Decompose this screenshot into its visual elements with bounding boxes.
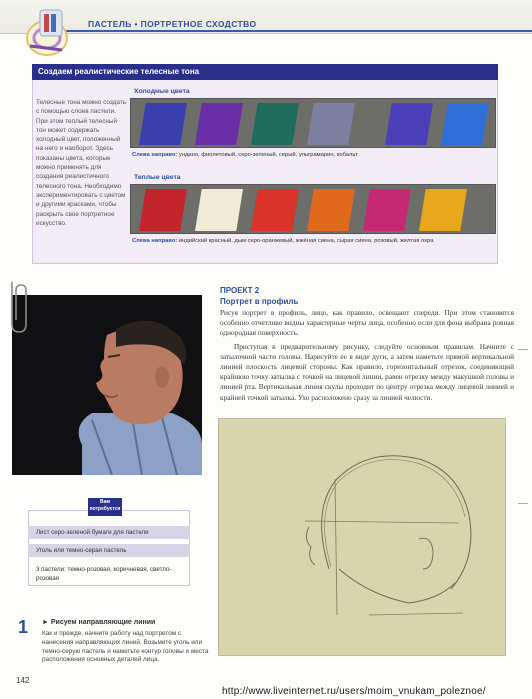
cool-colors-label: Холодные цвета bbox=[134, 88, 190, 95]
pastel-swatch bbox=[307, 103, 355, 145]
pastel-swatch bbox=[251, 189, 299, 231]
pastel-swatch bbox=[195, 189, 243, 231]
feature-title: Создаем реалистические телесные тона bbox=[32, 64, 498, 80]
warm-caption-text: индийский красный, дым серо-оранжевый, жжёная сиена, сырая сиена, розовый, желтая охра bbox=[177, 238, 434, 244]
step-title: ► Рисуем направляющие линии bbox=[42, 619, 156, 626]
pastel-swatch bbox=[363, 189, 411, 231]
source-url-watermark: http://www.liveinternet.ru/users/moim_vnukam_poleznoe/ bbox=[222, 686, 486, 697]
body-paragraph: Рисуя портрет в профиль, лицо, как правило, освещают спереди. При этом становятся особенно отчетливо видны характерные черты лица, особенно если для фона выбрана ровная однородная поверхность. bbox=[220, 308, 514, 338]
materials-item: Лист серо-зеленой бумаги для пастели bbox=[28, 526, 190, 539]
feature-side-text: Телесные тона можно создать с помощью слоев пастели. При этом теплый телесный тон может содержать холодный цвет, положенный на него и наоборот. Здесь показаны цвета, которые можно применять для создания реалистичного телесного тона. Необходимо экспериментировать с цветом и другими красками, чтобы раскрыть свое портретное искусство. bbox=[36, 99, 127, 227]
warm-caption-lead: Слева направо: bbox=[132, 238, 178, 244]
pastel-swatch bbox=[419, 189, 467, 231]
pastel-chalks-logo-icon bbox=[22, 6, 76, 58]
margin-tick bbox=[518, 349, 528, 350]
cool-colors-strip bbox=[130, 98, 496, 148]
pastel-swatch bbox=[139, 103, 187, 145]
pastel-swatch bbox=[139, 189, 187, 231]
page-section-title: ПАСТЕЛЬ • ПОРТРЕТНОЕ СХОДСТВО bbox=[88, 19, 257, 29]
cool-caption-lead: Слева направо: bbox=[132, 152, 178, 158]
warm-colors-caption bbox=[132, 238, 433, 244]
step-text: Как и прежде, начните работу над портретом с нанесения направляющих линий. Возьмите уголь или темно-серую пастель и наметьте контур головы и места расположения основных деталей лица. bbox=[42, 630, 209, 664]
header-rule bbox=[64, 30, 532, 32]
pastel-swatch bbox=[441, 103, 489, 145]
cool-colors-caption bbox=[132, 152, 358, 158]
pastel-swatch bbox=[385, 103, 433, 145]
pastel-swatch bbox=[251, 103, 299, 145]
page-number: 142 bbox=[16, 676, 30, 685]
paper-clip-icon bbox=[4, 278, 34, 338]
warm-colors-label: Теплые цвета bbox=[134, 174, 181, 181]
pastel-swatch bbox=[195, 103, 243, 145]
body-paragraph: Приступая к предварительному рисунку, следуйте основным правилам. Начните с затылочной части головы. Нарисуйте ее в виде дуги, а затем наметьте прямой вертикальной линией плоскость лицевой стороны. Как правило, горизонтальный отрезок, соединяющий крайнюю точку затылка с точкой на лицевой линии, равен отрезку между макушкой головы и линией рта. Вертикальная линия скулы проходит по центру отрезка между лицевой линией и крайней точкой затылка. Ухо расположено сразу за линией челюсти. bbox=[220, 341, 514, 402]
step-number: 1 bbox=[18, 617, 29, 637]
project-label: ПРОЕКТ 2 bbox=[220, 286, 260, 295]
project-title: Портрет в профиль bbox=[220, 297, 299, 306]
profile-portrait-photo bbox=[12, 295, 202, 475]
materials-item: 3 пастели: темно-розовая, коричневая, светло-розовая bbox=[36, 566, 172, 582]
header-band bbox=[0, 0, 532, 34]
sketch-board bbox=[218, 418, 506, 656]
materials-item: Уголь или темно-серая пастель bbox=[28, 544, 190, 557]
pastel-swatch bbox=[307, 189, 355, 231]
cool-caption-text: ундино, фиолетовый, серо-зеленый, серый, ультрамарин, кобальт bbox=[177, 152, 358, 158]
warm-colors-strip bbox=[130, 184, 496, 234]
margin-tick bbox=[518, 503, 528, 504]
project-body-text bbox=[220, 308, 514, 406]
materials-badge: Вам потребуется bbox=[88, 498, 122, 516]
step-title-text: Рисуем направляющие линии bbox=[50, 619, 156, 626]
